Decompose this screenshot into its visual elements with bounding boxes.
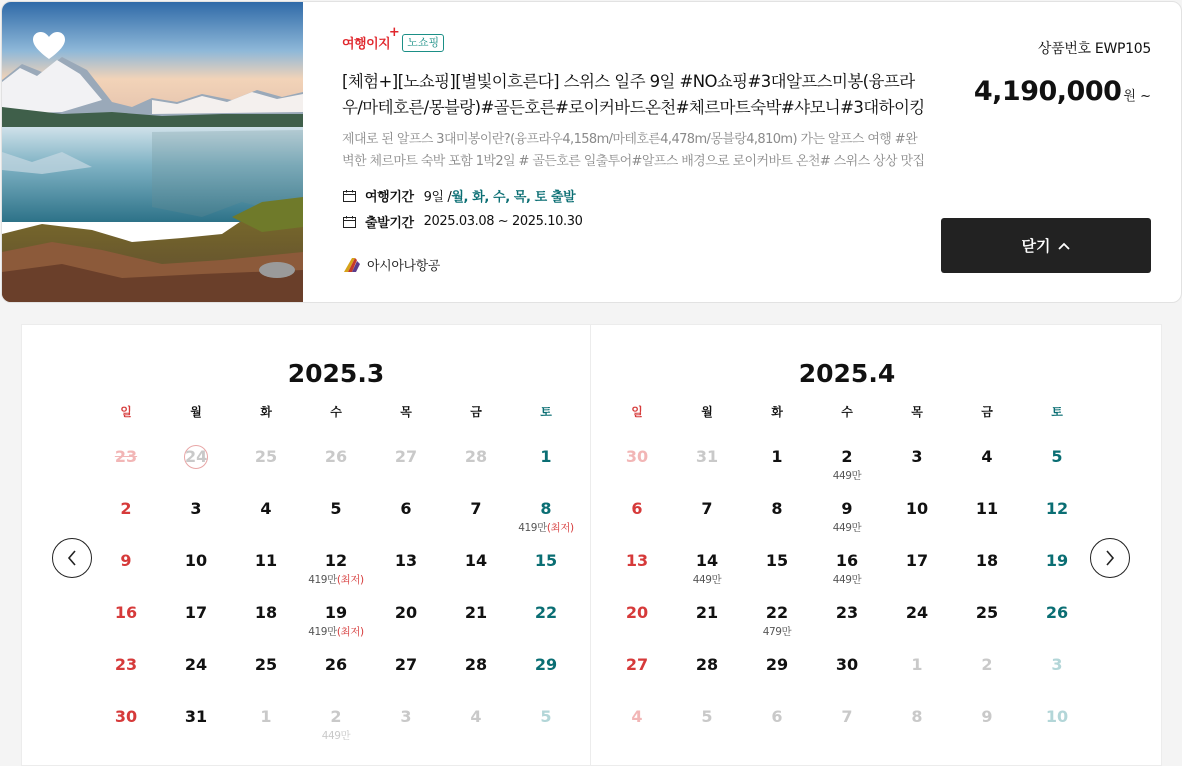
day-number: 24 (905, 603, 929, 622)
calendar-day[interactable] (301, 551, 371, 603)
calendar-day[interactable] (441, 551, 511, 603)
day-number: 31 (184, 707, 208, 726)
calendar-day[interactable] (1022, 603, 1092, 655)
calendar-day[interactable] (441, 603, 511, 655)
calendar-day (742, 707, 812, 759)
weekday-fri: 금 (981, 405, 993, 419)
day-number: 3 (190, 499, 202, 518)
calendar-day (161, 447, 231, 499)
calendar-day[interactable] (161, 499, 231, 551)
calendar-day (371, 447, 441, 499)
calendar-day (441, 707, 511, 759)
lowest-price-badge: (최저) (336, 626, 364, 638)
day-price-value: 449만 (321, 730, 351, 742)
calendar-day[interactable] (952, 603, 1022, 655)
calendar-day[interactable] (91, 603, 161, 655)
calendar-day[interactable] (91, 551, 161, 603)
calendar-day[interactable] (882, 603, 952, 655)
calendar-day[interactable] (301, 655, 371, 707)
calendar-day[interactable] (1022, 499, 1092, 551)
airline (344, 255, 440, 274)
day-price (511, 520, 581, 535)
day-number: 2 (120, 499, 132, 518)
lowest-price-badge: (최저) (336, 574, 364, 586)
chevron-left-icon (67, 550, 77, 566)
chevron-up-icon (1058, 242, 1070, 250)
calendar-day[interactable] (882, 551, 952, 603)
calendar-day (882, 655, 952, 707)
calendar-day (301, 707, 371, 759)
day-number: 25 (254, 655, 278, 674)
calendar-day[interactable] (91, 499, 161, 551)
calendar-icon (343, 216, 356, 228)
month-divider (590, 325, 591, 765)
day-number: 23 (114, 447, 138, 466)
calendar-day (882, 707, 952, 759)
day-number: 4 (631, 707, 643, 726)
departure-period-value: 2025.03.08 ~ 2025.10.30 (423, 214, 583, 229)
day-number: 19 (1045, 551, 1069, 570)
calendar-day[interactable] (882, 499, 952, 551)
calendar-day[interactable] (301, 603, 371, 655)
weekday-thu: 목 (911, 405, 923, 419)
day-price-value: 449만 (832, 522, 862, 534)
day-number: 15 (765, 551, 789, 570)
day-number: 19 (324, 603, 348, 622)
calendar-day[interactable] (952, 499, 1022, 551)
day-price (742, 624, 812, 639)
day-number: 20 (625, 603, 649, 622)
day-number: 12 (1045, 499, 1069, 518)
day-number: 1 (771, 447, 783, 466)
calendar-day[interactable] (441, 655, 511, 707)
calendar-day[interactable] (672, 655, 742, 707)
calendar-day[interactable] (812, 499, 882, 551)
calendar-day (511, 707, 581, 759)
day-number: 8 (540, 499, 552, 518)
day-number: 14 (464, 551, 488, 570)
calendar-day[interactable] (511, 603, 581, 655)
day-number: 2 (841, 447, 853, 466)
weekday-mon: 월 (701, 405, 713, 419)
weekday-mon: 월 (190, 405, 202, 419)
product-title-line2: 우/마테호른/몽블랑)#골든호른#로이커바드온천#체르마트숙박#샤모니#3대하이킹 (342, 98, 925, 117)
day-number: 16 (114, 603, 138, 622)
day-price (812, 572, 882, 587)
day-number: 4 (981, 447, 993, 466)
day-number: 6 (400, 499, 412, 518)
day-number: 21 (464, 603, 488, 622)
calendar-day[interactable] (602, 551, 672, 603)
calendar-day[interactable] (511, 499, 581, 551)
day-number: 3 (400, 707, 412, 726)
day-number: 7 (470, 499, 482, 518)
day-number: 13 (394, 551, 418, 570)
day-number: 22 (534, 603, 558, 622)
calendar-day[interactable] (231, 603, 301, 655)
day-number: 11 (254, 551, 278, 570)
day-number: 26 (324, 655, 348, 674)
day-number: 12 (324, 551, 348, 570)
calendar-day (952, 707, 1022, 759)
day-number: 4 (260, 499, 272, 518)
month-title: 2025.4 (798, 359, 896, 388)
day-number: 5 (701, 707, 713, 726)
day-number: 15 (534, 551, 558, 570)
calendar-day[interactable] (952, 551, 1022, 603)
travel-period-row (343, 186, 575, 205)
price-amount: 4,190,000 (973, 76, 1122, 107)
day-number: 6 (631, 499, 643, 518)
day-number: 9 (841, 499, 853, 518)
next-month-button[interactable] (1090, 538, 1130, 578)
day-number: 21 (695, 603, 719, 622)
day-number: 17 (905, 551, 929, 570)
day-number: 30 (835, 655, 859, 674)
calendar-day[interactable] (91, 707, 161, 759)
day-number: 10 (184, 551, 208, 570)
calendar-day[interactable] (1022, 447, 1092, 499)
asiana-airlines-logo-icon (344, 258, 360, 272)
chevron-right-icon (1105, 550, 1115, 566)
day-number: 29 (765, 655, 789, 674)
calendar-day[interactable] (672, 603, 742, 655)
calendar-day (441, 447, 511, 499)
calendar-day (812, 707, 882, 759)
calendar-day[interactable] (602, 655, 672, 707)
calendar-day[interactable] (742, 655, 812, 707)
departure-calendar (21, 324, 1162, 766)
weekday-sun: 일 (120, 405, 132, 419)
price-unit: 원 ~ (1123, 89, 1151, 104)
product-code: 상품번호 EWP105 (1037, 41, 1151, 57)
calendar-day[interactable] (672, 499, 742, 551)
day-price (301, 572, 371, 587)
day-number: 8 (911, 707, 923, 726)
weekday-sat: 토 (540, 405, 552, 419)
calendar-day[interactable] (91, 655, 161, 707)
weekday-header (602, 403, 1092, 420)
day-number: 25 (254, 447, 278, 466)
lowest-price-badge: (최저) (546, 522, 574, 534)
calendar-day[interactable] (301, 499, 371, 551)
calendar-day[interactable] (742, 499, 812, 551)
departure-period-row (343, 212, 582, 231)
brand-row (342, 25, 444, 52)
weekday-header (91, 403, 581, 420)
calendar-day[interactable] (952, 447, 1022, 499)
day-number: 1 (911, 655, 923, 674)
day-number: 1 (540, 447, 552, 466)
day-number: 2 (981, 655, 993, 674)
calendar-day[interactable] (742, 603, 812, 655)
day-number: 5 (330, 499, 342, 518)
weekday-sat: 토 (1051, 405, 1063, 419)
calendar-day[interactable] (812, 551, 882, 603)
calendar-day[interactable] (161, 655, 231, 707)
day-price-value: 419만 (308, 574, 337, 586)
day-price (301, 728, 371, 743)
day-number: 18 (975, 551, 999, 570)
departure-period-label: 출발기간 (365, 216, 414, 231)
day-price-value: 449만 (832, 574, 862, 586)
airline-name: 아시아나항공 (367, 259, 440, 274)
departure-weekdays: 월, 화, 수, 목, 토 출발 (451, 190, 576, 205)
day-price-value: 479만 (762, 626, 792, 638)
calendar-day[interactable] (812, 655, 882, 707)
product-card (1, 1, 1182, 303)
day-price-value: 449만 (692, 574, 722, 586)
day-number: 3 (1051, 655, 1063, 674)
product-description (342, 129, 932, 173)
day-number: 24 (184, 445, 208, 469)
calendar-day (672, 447, 742, 499)
calendar-day[interactable] (231, 655, 301, 707)
calendar-day[interactable] (511, 655, 581, 707)
calendar-day[interactable] (371, 551, 441, 603)
day-number: 29 (534, 655, 558, 674)
calendar-day[interactable] (882, 447, 952, 499)
day-number: 28 (695, 655, 719, 674)
day-number: 7 (701, 499, 713, 518)
calendar-day[interactable] (742, 551, 812, 603)
weekday-sun: 일 (631, 405, 643, 419)
day-price (812, 520, 882, 535)
day-number: 13 (625, 551, 649, 570)
travel-period-value: 9일 / (423, 190, 452, 205)
product-price (974, 76, 1151, 107)
product-thumbnail[interactable] (2, 2, 303, 302)
calendar-day (1022, 707, 1092, 759)
calendar-day[interactable] (812, 603, 882, 655)
calendar-day[interactable] (161, 603, 231, 655)
calendar-day (301, 447, 371, 499)
weekday-wed: 수 (841, 405, 853, 419)
calendar-day[interactable] (231, 499, 301, 551)
calendar-day[interactable] (511, 551, 581, 603)
day-number: 23 (835, 603, 859, 622)
day-number: 16 (835, 551, 859, 570)
day-price-value: 449만 (832, 470, 862, 482)
calendar-day[interactable] (371, 499, 441, 551)
calendar-day (371, 707, 441, 759)
day-number: 24 (184, 655, 208, 674)
calendar-day (231, 707, 301, 759)
calendar-day (91, 447, 161, 499)
day-number: 11 (975, 499, 999, 518)
day-number: 22 (765, 603, 789, 622)
day-number: 28 (464, 655, 488, 674)
day-number: 23 (114, 655, 138, 674)
day-number: 20 (394, 603, 418, 622)
day-number: 28 (464, 447, 488, 466)
day-number: 9 (981, 707, 993, 726)
day-number: 26 (324, 447, 348, 466)
product-description-line1: 제대로 된 알프스 3대미봉이란?(융프라우4,158m/마테호른4,478m/몽블랑4,810m) 가는 알프스 여행 #완 (342, 132, 918, 147)
day-number: 30 (114, 707, 138, 726)
calendar-day[interactable] (812, 447, 882, 499)
day-number: 31 (695, 447, 719, 466)
calendar-day[interactable] (742, 447, 812, 499)
calendar-day[interactable] (602, 499, 672, 551)
day-grid (91, 447, 581, 759)
day-number: 26 (1045, 603, 1069, 622)
brand-logo: 여행이지 + (342, 25, 400, 52)
product-title[interactable] (342, 69, 942, 121)
calendar-day[interactable] (161, 551, 231, 603)
day-price (301, 624, 371, 639)
day-number: 27 (394, 655, 418, 674)
day-number: 3 (911, 447, 923, 466)
day-number: 10 (1045, 707, 1069, 726)
calendar-day[interactable] (511, 447, 581, 499)
calendar-day[interactable] (672, 551, 742, 603)
day-number: 10 (905, 499, 929, 518)
weekday-tue: 화 (771, 405, 783, 419)
day-number: 30 (625, 447, 649, 466)
close-button[interactable] (941, 218, 1151, 273)
no-shopping-tag: 노쇼핑 (402, 34, 444, 52)
day-number: 6 (771, 707, 783, 726)
month-title: 2025.3 (287, 359, 385, 388)
travel-period-label: 여행기간 (365, 190, 414, 205)
day-number: 2 (330, 707, 342, 726)
weekday-wed: 수 (330, 405, 342, 419)
calendar-day (602, 447, 672, 499)
close-button-label: 닫기 (1021, 237, 1051, 255)
day-number: 7 (841, 707, 853, 726)
day-number: 18 (254, 603, 278, 622)
weekday-thu: 목 (400, 405, 412, 419)
heart-icon[interactable] (32, 31, 66, 61)
calendar-day[interactable] (371, 603, 441, 655)
day-number: 5 (1051, 447, 1063, 466)
day-price (812, 468, 882, 483)
day-price-value: 419만 (308, 626, 337, 638)
weekday-fri: 금 (470, 405, 482, 419)
day-number: 25 (975, 603, 999, 622)
calendar-day (1022, 655, 1092, 707)
day-price (672, 572, 742, 587)
day-number: 17 (184, 603, 208, 622)
day-number: 27 (394, 447, 418, 466)
day-number: 5 (540, 707, 552, 726)
calendar-day[interactable] (231, 551, 301, 603)
product-title-line1: [체험+][노쇼핑][별빛이흐른다] 스위스 일주 9일 #NO쇼핑#3대알프스미봉(융프라 (342, 72, 915, 91)
day-number: 4 (470, 707, 482, 726)
calendar-day (231, 447, 301, 499)
calendar-day[interactable] (161, 707, 231, 759)
day-number: 14 (695, 551, 719, 570)
calendar-day (672, 707, 742, 759)
day-number: 27 (625, 655, 649, 674)
day-number: 8 (771, 499, 783, 518)
day-grid (602, 447, 1092, 759)
day-price-value: 419만 (518, 522, 547, 534)
weekday-tue: 화 (260, 405, 272, 419)
day-number: 9 (120, 551, 132, 570)
day-number: 1 (260, 707, 272, 726)
product-description-line2: 벽한 체르마트 숙박 포함 1박2일 # 골든호른 일출투어#알프스 배경으로 로이커바트 온천# 스위스 상상 맛집 (342, 154, 925, 169)
calendar-day[interactable] (602, 603, 672, 655)
calendar-day[interactable] (371, 655, 441, 707)
calendar-day (602, 707, 672, 759)
prev-month-button[interactable] (52, 538, 92, 578)
calendar-day[interactable] (441, 499, 511, 551)
calendar-icon (343, 190, 356, 202)
calendar-day[interactable] (1022, 551, 1092, 603)
calendar-day (952, 655, 1022, 707)
